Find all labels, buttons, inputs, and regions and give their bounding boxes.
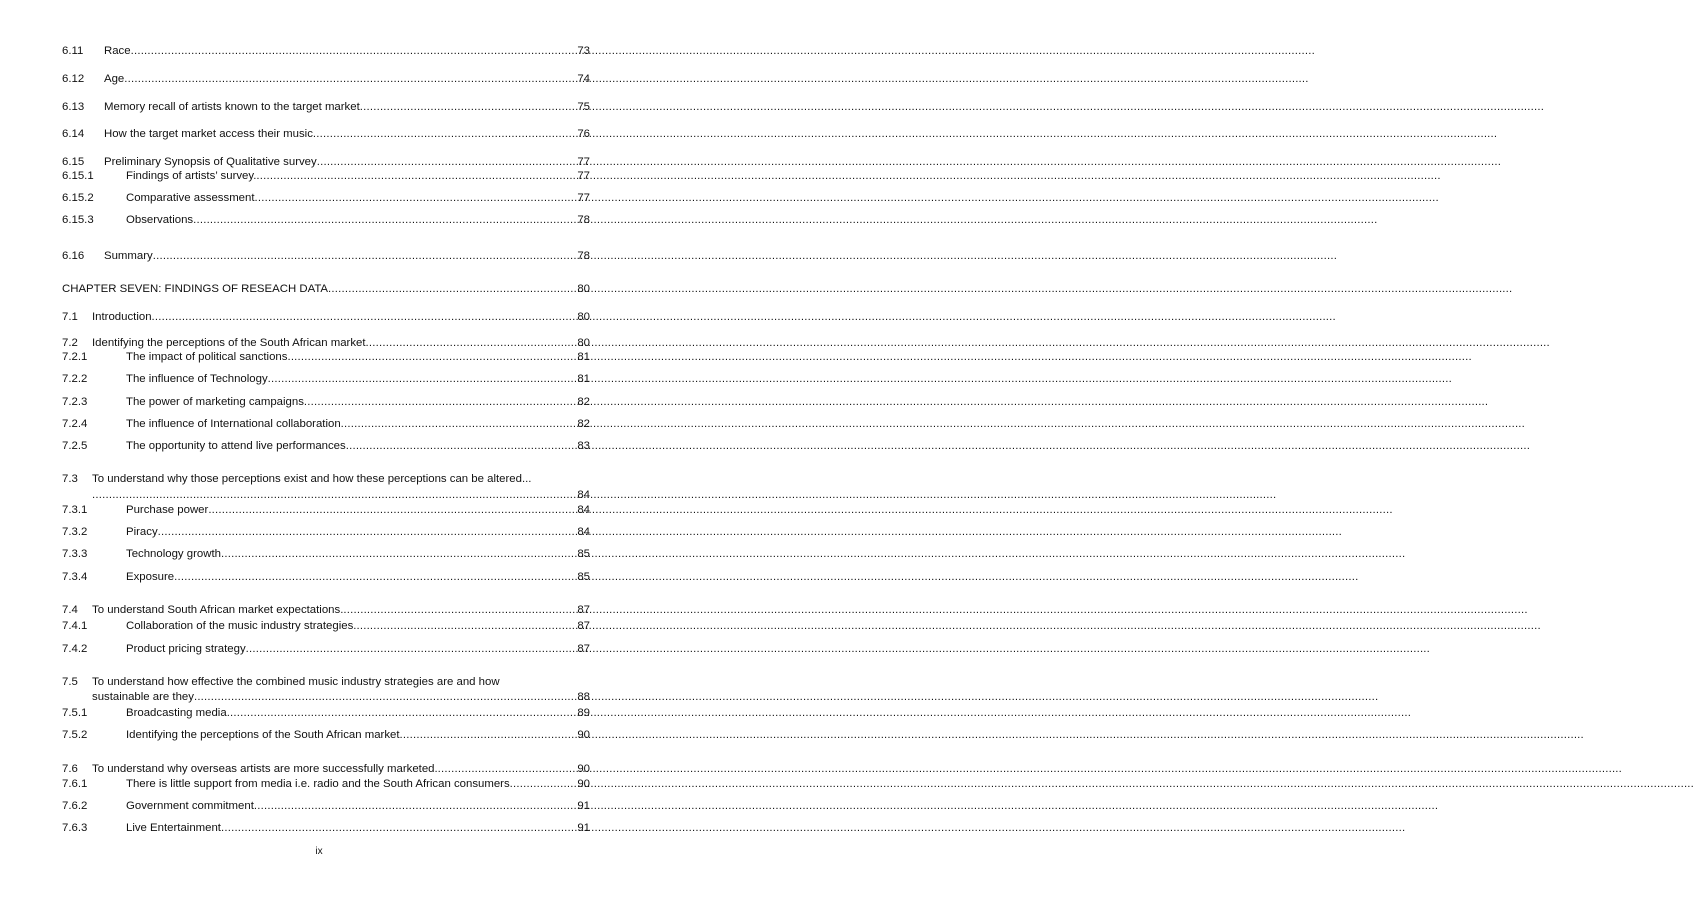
- toc-page: 77: [577, 170, 590, 182]
- toc-leader: [256, 169, 576, 184]
- toc-page: 74: [577, 73, 590, 85]
- toc-entry[interactable]: [62, 336, 590, 351]
- toc-entry[interactable]: [62, 762, 590, 777]
- toc-leader: [92, 488, 576, 503]
- toc-page: 91: [577, 822, 590, 834]
- toc-leader: [254, 799, 576, 814]
- toc-leader: [221, 547, 576, 562]
- toc-entry[interactable]: [62, 372, 590, 387]
- toc-leader: [246, 642, 577, 657]
- toc-leader: [360, 100, 577, 115]
- toc-entry[interactable]: [62, 350, 590, 365]
- toc-leader: [328, 282, 576, 297]
- toc-entry[interactable]: [62, 706, 590, 721]
- toc-leader: [287, 350, 576, 365]
- toc-leader: [194, 690, 576, 705]
- toc-number: 7.5.2: [62, 729, 88, 741]
- toc-number: 7.3.4: [62, 571, 88, 583]
- toc-number: 6.11: [62, 45, 84, 57]
- toc-page: 77: [577, 156, 590, 168]
- toc-page: 77: [577, 192, 590, 204]
- toc-page: 76: [577, 128, 590, 140]
- toc-title: Identifying the perceptions of the South African market: [92, 337, 366, 349]
- toc-leader: [343, 603, 576, 618]
- toc-title: Live Entertainment: [126, 822, 221, 834]
- toc-entry[interactable]: [62, 675, 590, 690]
- toc-page: 85: [577, 548, 590, 560]
- toc-page: 81: [577, 373, 590, 385]
- toc-entry[interactable]: [62, 213, 590, 228]
- toc-number: 7.3: [62, 473, 78, 485]
- toc-entry[interactable]: [62, 417, 590, 432]
- toc-page: 78: [577, 250, 590, 262]
- toc-number: 7.4.1: [62, 620, 88, 632]
- toc-number: 7.2.5: [62, 440, 88, 452]
- toc-number: 6.14: [62, 128, 85, 140]
- toc-entry[interactable]: [62, 191, 590, 206]
- toc-page: 90: [577, 778, 590, 790]
- toc-entry[interactable]: [62, 472, 590, 487]
- toc-number: 7.4.2: [62, 643, 88, 655]
- toc-entry[interactable]: [62, 127, 590, 142]
- toc-entry[interactable]: [62, 44, 590, 59]
- toc-page: 87: [577, 620, 590, 632]
- toc-page: 88: [577, 691, 590, 703]
- toc-leader: [158, 525, 577, 540]
- toc-title: How the target market access their music: [104, 128, 313, 140]
- toc-leader: [268, 372, 577, 387]
- toc-title: Race: [104, 45, 131, 57]
- toc-title: Age: [104, 73, 125, 85]
- toc-title: Purchase power: [126, 504, 209, 516]
- toc-number: 6.12: [62, 73, 85, 85]
- toc-leader: [341, 417, 577, 432]
- toc-number: 7.3.2: [62, 526, 88, 538]
- toc-entry[interactable]: [62, 642, 590, 657]
- toc-page: 87: [577, 604, 590, 616]
- toc-entry[interactable]: [62, 728, 590, 743]
- toc-leader: [400, 728, 577, 743]
- toc-leader: [227, 706, 577, 721]
- toc-title: The influence of International collaboration: [126, 418, 341, 430]
- toc-entry[interactable]: [62, 603, 590, 618]
- toc-title: Collaboration of the music industry strategies.: [126, 620, 357, 632]
- toc-number: 7.2.3: [62, 396, 88, 408]
- toc-title: CHAPTER SEVEN: FINDINGS OF RESEACH DATA: [62, 283, 329, 295]
- toc-leader: [510, 777, 577, 792]
- toc-entry[interactable]: [62, 169, 590, 184]
- toc-entry[interactable]: [62, 503, 590, 518]
- toc-title: Preliminary Synopsis of Qualitative survey: [104, 156, 317, 168]
- toc-title: The power of marketing campaigns: [126, 396, 304, 408]
- toc-leader: [153, 249, 577, 264]
- toc-leader: [313, 127, 576, 142]
- toc-title: The impact of political sanctions: [126, 351, 288, 363]
- toc-entry[interactable]: [62, 619, 590, 634]
- toc-page: 85: [577, 571, 590, 583]
- toc-entry[interactable]: [62, 799, 590, 814]
- toc-number: 7.3.1: [62, 504, 88, 516]
- toc-leader: [438, 762, 577, 777]
- toc-page: 91: [577, 800, 590, 812]
- toc-number: 6.15.3: [62, 214, 94, 226]
- toc-number: 7.1: [62, 311, 78, 323]
- toc-title: The influence of Technology: [126, 373, 268, 385]
- page-number-footer: ix: [315, 846, 323, 857]
- toc-number: 7.4: [62, 604, 78, 616]
- toc-title: Exposure: [126, 571, 175, 583]
- toc-entry[interactable]: [62, 310, 590, 325]
- toc-leader: [255, 191, 577, 206]
- toc-page: 87: [577, 643, 590, 655]
- toc-number: 6.15.2: [62, 192, 94, 204]
- toc-leader: [131, 44, 577, 59]
- toc-number: 7.6.1: [62, 778, 88, 790]
- toc-title: Summary: [104, 250, 153, 262]
- toc-page: 80: [577, 283, 590, 295]
- toc-leader: [317, 155, 577, 170]
- toc-entry[interactable]: [62, 570, 590, 585]
- toc-entry[interactable]: [62, 100, 590, 115]
- toc-title: To understand how effective the combined music industry strategies are and how: [92, 676, 500, 688]
- toc-entry[interactable]: [62, 155, 590, 170]
- toc-leader: [366, 336, 577, 351]
- toc-title: Findings of artists’ survey.: [126, 170, 257, 182]
- toc-title: Observations: [126, 214, 194, 226]
- toc-entry[interactable]: [62, 777, 590, 792]
- toc-page: 81: [577, 351, 590, 363]
- toc-title: Technology growth: [126, 548, 221, 560]
- toc-entry-continuation[interactable]: [62, 488, 590, 503]
- toc-title: To understand why overseas artists are more successfully marketed.: [92, 763, 438, 775]
- toc-title: The opportunity to attend live performances: [126, 440, 346, 452]
- toc-page: 80: [577, 337, 590, 349]
- toc-leader: [356, 619, 576, 634]
- toc-leader: [124, 72, 576, 87]
- toc-page: 75: [577, 101, 590, 113]
- toc-leader: [304, 395, 576, 410]
- toc-title: Product pricing strategy: [126, 643, 246, 655]
- toc-number: 6.15: [62, 156, 85, 168]
- toc-number: 7.6.2: [62, 800, 88, 812]
- toc-title: Comparative assessment: [126, 192, 255, 204]
- toc-leader: [152, 310, 577, 325]
- toc-entry[interactable]: [62, 821, 590, 836]
- toc-title: Introduction: [92, 311, 152, 323]
- toc-number: 6.13: [62, 101, 85, 113]
- toc-number: 6.15.1: [62, 170, 94, 182]
- toc-leader: [221, 821, 576, 836]
- toc-leader: [174, 570, 576, 585]
- toc-number: 7.5: [62, 676, 78, 688]
- toc-entry[interactable]: [62, 249, 590, 264]
- toc-title: Identifying the perceptions of the South African market: [126, 729, 400, 741]
- toc-number: 7.2.2: [62, 373, 88, 385]
- toc-number: 7.2.4: [62, 418, 88, 430]
- toc-title: To understand why those perceptions exist and how these perceptions can be altered...: [92, 473, 532, 485]
- toc-number: 7.6.3: [62, 822, 88, 834]
- toc-chapter-heading[interactable]: [62, 282, 590, 297]
- toc-page: 84: [577, 526, 590, 538]
- toc-title: sustainable are they: [92, 691, 194, 703]
- toc-page: 82: [577, 396, 590, 408]
- toc-entry-continuation[interactable]: [62, 690, 590, 705]
- toc-leader: [208, 503, 576, 518]
- toc-number: 7.3.3: [62, 548, 88, 560]
- toc-entry[interactable]: [62, 525, 590, 540]
- document-page: [0, 0, 638, 903]
- toc-title: Government commitment: [126, 800, 254, 812]
- toc-title: To understand South African market expectations.: [92, 604, 344, 616]
- toc-number: 7.5.1: [62, 707, 88, 719]
- toc-page: 84: [577, 504, 590, 516]
- toc-entry[interactable]: [62, 439, 590, 454]
- toc-page: 82: [577, 418, 590, 430]
- toc-page: 83: [577, 440, 590, 452]
- toc-page: 80: [577, 311, 590, 323]
- toc-entry[interactable]: [62, 547, 590, 562]
- toc-page: 89: [577, 707, 590, 719]
- toc-title: Piracy: [126, 526, 158, 538]
- toc-entry[interactable]: [62, 395, 590, 410]
- toc-title: Memory recall of artists known to the target market: [104, 101, 360, 113]
- toc-number: 7.2: [62, 337, 78, 349]
- toc-page: 90: [577, 729, 590, 741]
- toc-number: 6.16: [62, 250, 85, 262]
- toc-title: Broadcasting media: [126, 707, 227, 719]
- toc-leader: [193, 213, 576, 228]
- toc-entry[interactable]: [62, 72, 590, 87]
- toc-page: 90: [577, 763, 590, 775]
- toc-number: 7.2.1: [62, 351, 88, 363]
- toc-leader: [346, 439, 577, 454]
- toc-page: 73: [577, 45, 590, 57]
- toc-number: 7.6: [62, 763, 78, 775]
- toc-page: 78: [577, 214, 590, 226]
- toc-title: There is little support from media i.e. radio and the South African consumers: [126, 778, 510, 790]
- toc-page: 84: [577, 489, 590, 501]
